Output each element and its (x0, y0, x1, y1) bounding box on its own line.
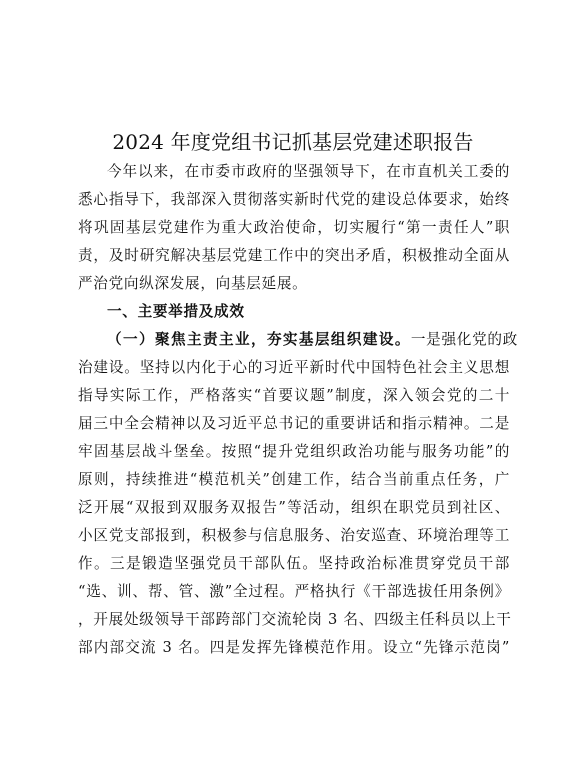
body-line: 泛开展“双报到双服务双报告”等活动，组织在职党员到社区、 (78, 499, 510, 516)
body-line: 指导实际工作，严格落实“首要议题”制度，深入领会党的二十 (78, 387, 510, 404)
subsection-1-first-line (107, 330, 518, 350)
body-line: 牢固基层战斗堡垒。按照“提升党组织政治功能与服务功能”的 (78, 443, 510, 460)
body-line: 作。三是锻造坚强党员干部队伍。坚持政治标准贯穿党员干部 (78, 555, 510, 572)
body-line: 小区党支部报到，积极参与信息服务、治安巡查、环境治理等工 (78, 527, 510, 544)
body-line: 治建设。坚持以内化于心的习近平新时代中国特色社会主义思想 (78, 359, 510, 376)
body-line: ，开展处级领导干部跨部门交流轮岗 3 名、四级主任科员以上干 (78, 611, 512, 628)
section-heading: 一、主要举措及成效 (107, 303, 245, 320)
intro-line-1: 今年以来，在市委市政府的坚强领导下，在市直机关工委的 (107, 163, 510, 180)
subsection-1-bold-lead: （一）聚焦主责主业，夯实基层组织建设。 (107, 331, 411, 348)
body-line: 部内部交流 3 名。四是发挥先锋模范作用。设立“先锋示范岗” (78, 639, 510, 656)
body-line: 原则，持续推进“模范机关”创建工作，结合当前重点任务，广 (78, 471, 510, 488)
body-line: 届三中全会精神以及习近平总书记的重要讲话和指示精神。二是 (78, 415, 510, 432)
intro-line-2: 悉心指导下，我部深入贯彻落实新时代党的建设总体要求，始终 (78, 191, 510, 208)
subsection-1-first-line-rest: 一是强化党的政 (410, 331, 518, 348)
intro-line-3: 将巩固基层党建作为重大政治使命，切实履行“第一责任人”职 (78, 219, 510, 236)
body-line: “选、训、帮、管、激”全过程。严格执行《干部选拔任用条例》 (78, 583, 510, 600)
intro-line-5: 严治党向纵深发展，向基层延展。 (78, 275, 308, 292)
document-title: 2024 年度党组书记抓基层党建述职报告 (112, 130, 474, 154)
intro-line-4: 责，及时研究解决基层党建工作中的突出矛盾，积极推动全面从 (78, 247, 510, 264)
